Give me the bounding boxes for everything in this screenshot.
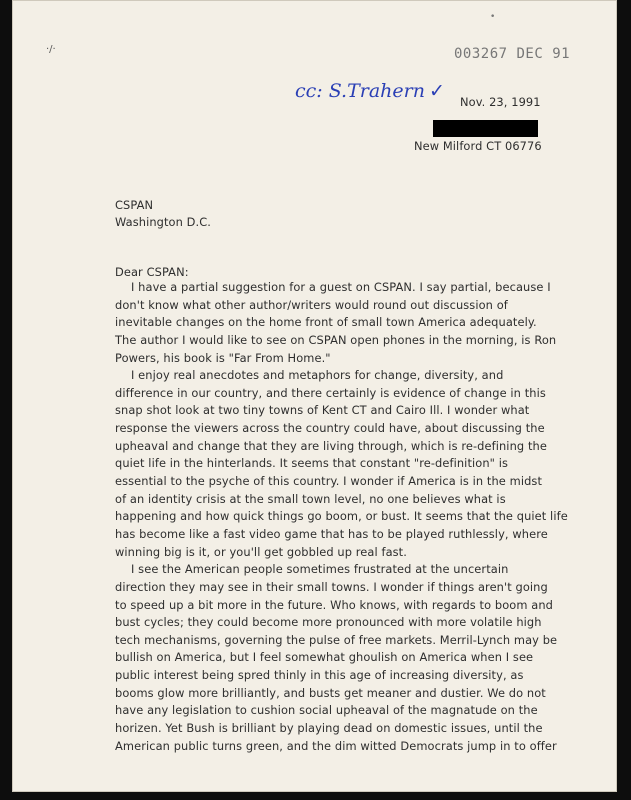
- body-line: tech mechanisms, governing the pulse of free markets. Merril-Lynch may be: [115, 632, 558, 647]
- body-line: has become like a fast video game that has to be played ruthlessly, where: [115, 526, 548, 541]
- body-line: happening and how quick things go boom, or bust. It seems that the quiet life: [115, 509, 568, 524]
- redacted-address-block: [433, 120, 538, 137]
- margin-mark: ·/·: [46, 44, 56, 55]
- handwritten-cc-note: [295, 80, 445, 102]
- body-line: have any legislation to cushion social upheaval of the magnatude on the: [115, 703, 538, 718]
- body-line: direction they may see in their small towns. I wonder if things aren't going: [115, 579, 548, 594]
- body-line: upheaval and change that they are living through, which is re-defining the: [115, 438, 547, 453]
- body-line: response the viewers across the country could have, about discussing the: [115, 421, 545, 436]
- body-line: I see the American people sometimes frustrated at the uncertain: [131, 562, 509, 577]
- body-line: of an identity crisis at the small town level, no one believes what is: [115, 491, 506, 506]
- letter-body: [115, 279, 568, 755]
- check-mark-icon: ✓: [429, 80, 445, 102]
- body-line: American public turns green, and the dim witted Democrats jump in to offer: [115, 738, 557, 753]
- body-line: public interest being spred thinly in this age of increasing diversity, as: [115, 668, 524, 683]
- body-line: quiet life in the hinterlands. It seems that constant "re-definition" is: [115, 456, 509, 471]
- body-line: bullish on America, but I feel somewhat ghoulish on America when I see: [115, 650, 534, 665]
- body-line: winning big is it, or you'll get gobbled up real fast.: [115, 544, 407, 559]
- body-line: I have a partial suggestion for a guest on CSPAN. I say partial, because I: [131, 280, 551, 294]
- receipt-stamp: 003267 DEC 91: [454, 46, 571, 62]
- body-line: inevitable changes on the home front of small town America adequately.: [115, 315, 537, 330]
- margin-dot: •: [490, 12, 496, 22]
- body-line: Powers, his book is "Far From Home.": [115, 350, 331, 365]
- body-line: booms glow more brilliantly, and busts get meaner and dustier. We do not: [115, 685, 546, 700]
- body-line: difference in our country, and there certainly is evidence of change in this: [115, 385, 546, 400]
- sender-town: New Milford CT 06776: [414, 139, 542, 153]
- letter-page: [12, 0, 617, 792]
- body-line: I enjoy real anecdotes and metaphors for change, diversity, and: [131, 368, 504, 383]
- recipient-city: Washington D.C.: [115, 215, 212, 229]
- body-line: The author I would like to see on CSPAN open phones in the morning, is Ron: [115, 332, 557, 347]
- letter-date: Nov. 23, 1991: [460, 95, 541, 109]
- body-line: bust cycles; they could become more pronounced with more volatile high: [115, 615, 542, 630]
- handwritten-cc-text: cc: S.Trahern: [295, 80, 425, 102]
- body-line: horizen. Yet Bush is brilliant by playing dead on domestic issues, until the: [115, 721, 543, 736]
- salutation: Dear CSPAN:: [115, 265, 189, 279]
- body-line: don't know what other author/writers would round out discussion of: [115, 297, 508, 312]
- body-line: snap shot look at two tiny towns of Kent CT and Cairo Ill. I wonder what: [115, 403, 530, 418]
- body-line: to speed up a bit more in the future. Who knows, with regards to boom and: [115, 597, 554, 612]
- recipient-name: CSPAN: [115, 198, 154, 212]
- body-line: essential to the psyche of this country. I wonder if America is in the midst: [115, 474, 543, 489]
